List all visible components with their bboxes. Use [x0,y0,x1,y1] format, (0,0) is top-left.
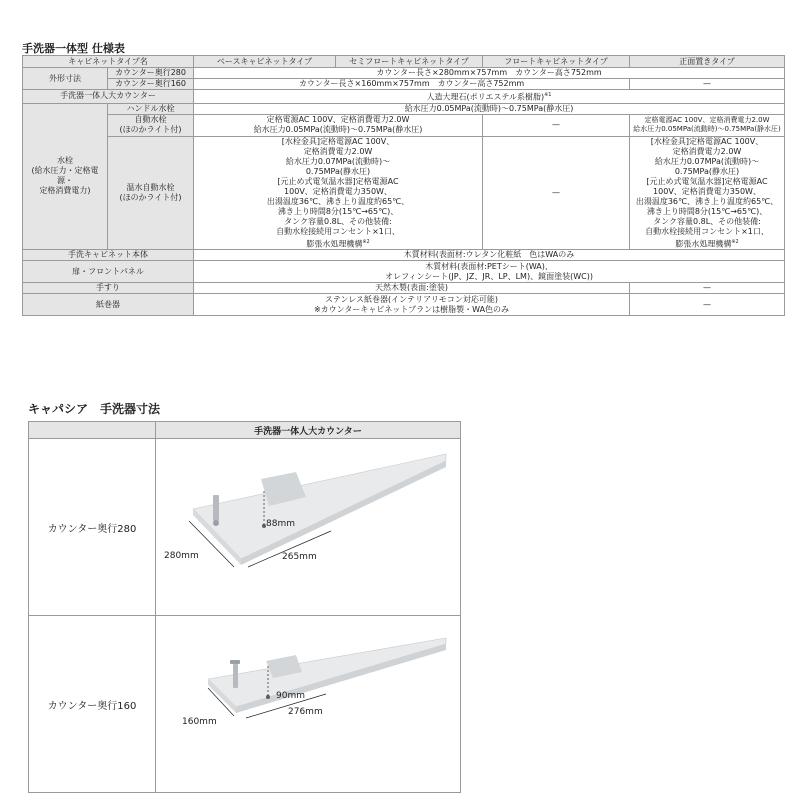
handrail-value: 天然木製(表面:塗装) [194,283,630,294]
width-dim-label: 276mm [288,707,323,717]
outer-280-label: カウンター奥行280 [108,68,194,79]
outer-160-value: カウンター長さ×160mm×757mm カウンター高さ752mm [194,79,630,90]
faucet-280-icon [213,495,219,521]
warm-row [23,136,785,250]
paper-row [23,294,785,316]
warm-float: — [483,136,630,250]
handle-value: 給水圧力0.05MPa(流動時)～0.75MPa(静水圧) [194,103,785,114]
outer-160-row [23,79,785,90]
handrail-label: 手すり [23,283,194,294]
warm-front: [水栓金具]定格電源AC 100V、 定格消費電力2.0W 給水圧力0.07MPa(流動時)～ 0.75MPa(静水圧) [元止め式電気温水器]定格電源AC 100V、定格消費電力350W、 出湯温度36℃、沸き上り温度約65℃、 沸き上り時間8分(15℃→65℃)、 タンク容量0.8L、その他装備: 自動水栓接続用コンセント×1口、 膨張水処理機構 [635,136,779,249]
counter-160-drawing [156,616,461,788]
depth-dim-label: 280mm [164,551,199,561]
auto-front: 定格電源AC 100V、定格消費電力2.0W 給水圧力0.05MPa(流動時)～0.75MPa(静水圧) [630,114,785,136]
warm-value: [水栓金具]定格電源AC 100V、 定格消費電力2.0W 給水圧力0.07MPa(流動時)～ 0.75MPa(静水圧) [元止め式電気温水器]定格電源AC 100V、定格消費電力350W、 出湯温度36℃、沸き上り温度約65℃、 沸き上り時間8分(15℃→65℃)、 タンク容量0.8L、その他装備: 自動水栓接続用コンセント×1口、 膨張水処理機構 [266,136,410,249]
cabinet-label: 手洗キャビネット本体 [23,250,194,261]
header-base: ベースキャビネットタイプ [194,56,336,68]
dims-row-160 [29,616,461,793]
warm-front-note: ※2 [731,238,739,245]
header-cabinet-type: キャビネットタイプ名 [23,56,194,68]
handrail-row [23,283,785,294]
counter-160-drawing-cell [156,616,461,793]
dims-header: 手洗器一体人大カウンター [156,422,461,439]
door-row [23,261,785,283]
counter-280-slab [193,454,446,559]
warm-value-cell [194,136,483,250]
width-dim-label: 265mm [282,552,317,562]
handle-row [23,103,785,114]
warm-label: 温水自動水栓 (ほのかライト付) [108,136,194,250]
handle-label: ハンドル水栓 [108,103,194,114]
outer-280-row [23,68,785,79]
outer-160-front: — [630,79,785,90]
faucet-160-head-icon [230,660,240,664]
depth-dim-label: 160mm [182,717,217,727]
outer-280-value: カウンター長さ×280mm×757mm カウンター高さ752mm [194,68,785,79]
dims-title: キャパシア 手洗器寸法 [28,402,161,416]
warm-front-cell [630,136,785,250]
auto-label: 自動水栓 (ほのかライト付) [108,114,194,136]
cabinet-row [23,250,785,261]
paper-value: ステンレス紙巻器(インテリアリモコン対応可能) ※カウンターキャビネットプランは樹脂製・WA色のみ [194,294,630,316]
basin-dim-label: 90mm [276,691,305,701]
dims-row-label: カウンター奥行280 [29,439,156,616]
auto-row [23,114,785,136]
header-front: 正面置きタイプ [630,56,785,68]
dims-header-row [29,422,461,439]
outer-label: 外形寸法 [23,68,108,90]
warm-note: ※2 [362,238,370,245]
dims-row-label: カウンター奥行160 [29,616,156,793]
door-value: 木質材料(表面材:PETシート(WA)、 オレフィンシート(JP、JZ、JR、LP、LM)、鏡面塗装(WC)) [194,261,785,283]
header-float: フロートキャビネットタイプ [483,56,630,68]
outer-160-label: カウンター奥行160 [108,79,194,90]
auto-float: — [483,114,630,136]
faucet-160-icon [233,664,238,688]
dims-table [28,421,461,793]
header-semi-float: セミフロートキャビネットタイプ [336,56,483,68]
spec-table [22,55,785,316]
spec-header-row [23,56,785,68]
counter-note: ※1 [544,92,552,98]
dims-header-blank [29,422,156,439]
door-label: 扉・フロントパネル [23,261,194,283]
counter-label: 手洗器一体人大カウンター [23,90,194,104]
basin-dim-label: 88mm [266,519,295,529]
counter-280-drawing [156,439,461,611]
dims-row-280 [29,439,461,616]
paper-front: — [630,294,785,316]
counter-160-slab [208,638,446,707]
faucet-280-base-icon [213,520,219,526]
counter-value: 人造大理石(ポリエステル系樹脂) [426,92,545,102]
handrail-front: — [630,283,785,294]
paper-label: 紙巻器 [23,294,194,316]
faucet-label: 水栓 (給水圧力・定格電源・ 定格消費電力) [23,103,108,250]
auto-value: 定格電源AC 100V、定格消費電力2.0W 給水圧力0.05MPa(流動時)～0.75MPa(静水圧) [194,114,483,136]
counter-value-cell [194,90,785,104]
cabinet-value: 木質材料(表面材:ウレタン化粧紙 色はWAのみ [194,250,785,261]
counter-row [23,90,785,104]
spec-title: 手洗器一体型 仕様表 [22,42,125,55]
counter-280-drawing-cell [156,439,461,616]
